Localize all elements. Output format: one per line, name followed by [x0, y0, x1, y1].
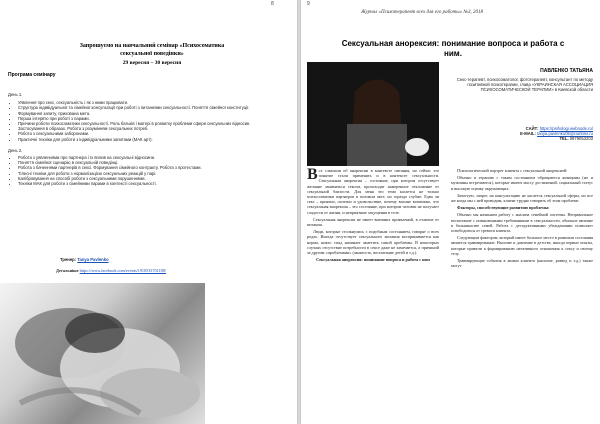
page-number-right: 9 — [307, 1, 310, 7]
left-page — [0, 0, 297, 424]
email-link[interactable]: tanya.pavlenko05@rambler.ru — [537, 131, 593, 137]
author-bio: Секс-терапевт, психосоматолог, фототерапевт, консультант по методу позитивной психотерапии, глава «УКРАИНСКАЯ АССОЦИАЦИЯ ПСИХОСОМАТИЧЕСКОЙ ТЕРАПИИ» в Киевской области — [456, 77, 593, 93]
day1-item: • Формування запиту, прихована мета. — [18, 111, 263, 116]
day2-item: • Робота з баченнями партнерів в сексі. Формування сімейного контракту. Робота з протестами. — [18, 165, 263, 170]
day2-label: День 2. — [8, 147, 23, 153]
details-link[interactable]: https://www.facebook.com/events/1910533701188/ — [79, 268, 166, 273]
site-label: САЙТ: — [525, 126, 539, 131]
article-column-2 — [451, 168, 593, 420]
day1-item: • Застосування в образах. Робота з розумінням сексуальних потреб. — [18, 126, 263, 131]
day1-item: • Практичні техніки для роботи з індивідуальними запитами (МАК арт). — [18, 137, 263, 142]
article-column-1 — [307, 168, 439, 420]
program-heading: Програма семінару — [8, 72, 56, 78]
day1-item: • Робота з сексуальними заборонами. — [18, 131, 263, 136]
tel-value: 0979053203 — [569, 136, 593, 142]
dropcap: В — [307, 168, 318, 183]
col1-paragraph-1 — [307, 168, 439, 215]
trainer-line — [60, 257, 109, 262]
day2-item: • Робота з уявленнями про партнера і їх вплив на сексуальні відносини. — [18, 155, 263, 160]
email-label: E-MAIL: — [520, 131, 536, 137]
day1-item: • Структура індивідуальної та сімейної консультації при роботі з питаннями сексуальності. Поняття сімейної конституції. — [18, 105, 263, 110]
day2-item: • Поняття сімейної сценарію в сексуальній поведінці. — [18, 160, 263, 165]
author-photo-image — [307, 62, 439, 166]
seminar-title-line1: Запрошуємо на навчальний семінар «Психосоматика — [79, 43, 225, 49]
trainer-label: Тренер: — [60, 257, 77, 262]
day1-item: • Причини роботи психосоматики сексуальності. Роль батьків і матері в розвитку проблеми сфери сексуальних відносин. — [18, 121, 263, 126]
journal-header: Журнал «Психотерапевт всеx для его работы» №3, 2018 — [361, 10, 484, 15]
col2-paragraph-6: Травмирующие события в жизни клиента (насилие, развод и т.д.) также могут — [451, 258, 593, 269]
col1-paragraph-3: Люди, которые столкнулись с подобным состоянием, говорят о всех родах. Иногда отсутствует сексуального желания воспринимается как норма, никто стыд начинает заметить самой проблемы. В некоторых случаях отсутствие потребности в сексе даже не замечается, а причиной за другим «проблемами» (занятость, воспитание детей и т.д.). — [307, 229, 439, 256]
trainer-link[interactable]: Tanya Pavlenko — [77, 257, 109, 262]
article-title-line2: ним. — [444, 49, 462, 58]
tel-label: TEL. — [559, 136, 569, 142]
details-line — [56, 268, 291, 273]
col2-paragraph-4: Обычно мы начинаем работу с анализа семейной системы. Неправильное воспитание с повышенными требованиями в сексуальности, обычное явление в большинстве семей. Работа с деструктивными убеждениями позволяет освободиться от тревоги клиента. — [451, 212, 593, 234]
right-page — [301, 0, 600, 424]
col2-paragraph-3: Зачастую, запрос на консультацию не касается сексуальной сферы, но все же когда мы с ней проводим, клиент трудно говорить об этом проблеме. — [451, 192, 593, 204]
day2-item: • Техніки МАК для роботи з сімейними парами в контексті сексуальності. — [18, 181, 263, 186]
author-name: ПАВЛЕНКО ТАТЬЯНА — [540, 68, 593, 74]
col2-paragraph-2: Обычно в терапию с таким состоянием обращаются женщины (но и мужчины встречаются), которые имеют массу достижений, социальный статус и высокую оценку окружающих. — [451, 175, 593, 191]
seminar-dates: 29 вересня – 30 вересня — [122, 60, 182, 66]
day2-item: • Калібровування на способі роботи з сексуальними порушеннями. — [18, 176, 263, 181]
col2-paragraph-1: Психологический портрет клиента с сексуальной анорексией: — [457, 168, 568, 173]
article-title-line1: Сексуальная анорексия: понимание вопроса и работа с — [341, 39, 565, 48]
col1-p1-text: се слышали об анорексии в контексте питания, но сейчас это понятие стали применять и в контексте сексуальности. Сексуальная анорексия – состояние, при котором отсутствует желание заниматься сексом, происходит намеренное отклонение от сексуальной близости. Для меня это тема касается не только психосоматики партнеров в половом акте, но гораздо глубже. Едва ли секс – приятно, полезно и удовольствие, почему вполне возможно, что сексуальная анорексия – это состояние, при котором человек не получает сладости от жизни, и неприятные ощущения в теле. — [307, 168, 439, 215]
day1-list — [8, 100, 263, 142]
site-link[interactable]: https://psihologi.webnode.ru/ — [539, 126, 593, 131]
seminar-title-line2: сексуальної поведінки» — [120, 51, 184, 57]
details-label: Детальніше — [56, 268, 79, 273]
author-photo — [307, 62, 439, 166]
couple-photo — [0, 283, 205, 424]
day2-item: • Тілесні техніки для роботи з нормалізацією сексуальних реакцій у парі. — [18, 171, 263, 176]
article-title — [313, 39, 593, 59]
seminar-title — [52, 42, 252, 58]
day2-list — [8, 155, 263, 186]
day1-item: • Перша інтерв'ю при роботі з парами. — [18, 116, 263, 121]
page-number-left: 8 — [271, 1, 274, 7]
author-contacts — [446, 126, 593, 142]
col1-paragraph-2: Сексуальная анорексия не имеет внешних проявлений, в отличие от питания. — [307, 216, 439, 228]
couple-photo-image — [0, 283, 205, 424]
col2-subhead: Факторы, способствующие развитию проблемы: — [457, 205, 550, 211]
day1-label: День 1. — [8, 92, 23, 97]
day1-block — [8, 92, 263, 186]
col1-subhead: Сексуальная анорексия: понимание вопроса и работа с ним — [316, 257, 430, 263]
tel-line — [446, 136, 593, 141]
col2-paragraph-5: Следующим фактором, который имеет большое место в развитии состояния является травмирование. Насилие и давление в детстве, иногда первые опыты, которые привели к формированию негативного отношения к сексу и своему телу. — [451, 235, 593, 256]
day1-item: • Уявлення про секс, сексуальність і як з ними працювати. — [18, 100, 263, 105]
